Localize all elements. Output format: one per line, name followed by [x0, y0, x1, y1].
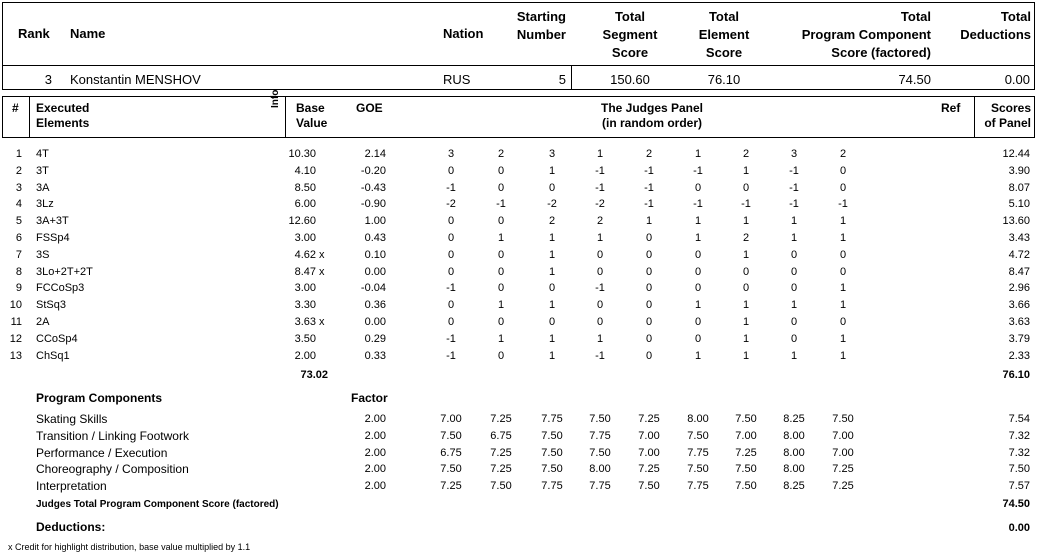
element-panel-score: 12.44: [1002, 148, 1030, 160]
element-judge-score: 1: [839, 282, 847, 295]
element-num: 9: [15, 282, 22, 295]
component-judge-score: 7.50: [589, 413, 611, 425]
element-judge-score: 0: [447, 215, 455, 228]
element-panel-score: 2.96: [1008, 282, 1030, 295]
component-panel-score: 7.50: [1008, 463, 1030, 476]
element-judge-score: 2: [548, 215, 556, 228]
skater-rank: 3: [44, 72, 52, 87]
element-judge-score: 0: [447, 164, 455, 177]
component-judge-score: 8.00: [783, 429, 805, 442]
component-judge-score: 6.75: [490, 429, 512, 442]
deductions-label: Deductions:: [36, 520, 106, 534]
element-judge-score: 3: [790, 148, 798, 160]
component-panel-score: 7.54: [1008, 413, 1030, 425]
element-judge-score: 2: [742, 148, 750, 160]
component-judge-score: 7.25: [490, 463, 512, 476]
component-judge-score: 7.25: [638, 413, 660, 425]
component-factor: 2.00: [364, 429, 386, 442]
component-judge-score: 7.50: [541, 446, 563, 459]
component-judge-score: 7.50: [735, 463, 757, 476]
element-judge-score: -1: [595, 181, 605, 194]
element-name: 3A+3T: [36, 215, 69, 228]
element-judge-score: 1: [596, 148, 604, 160]
element-judge-score: 0: [645, 282, 653, 295]
element-judge-score: 0: [447, 299, 455, 312]
element-judge-score: 0: [742, 181, 750, 194]
element-panel-score: 5.10: [1008, 198, 1030, 211]
element-judge-score: 0: [548, 181, 556, 194]
element-judge-score: 0: [694, 282, 702, 295]
element-panel-score: 3.79: [1008, 332, 1030, 345]
component-name: Interpretation: [36, 479, 107, 494]
skater-nation: RUS: [443, 72, 471, 87]
element-judge-score: 0: [548, 316, 556, 328]
component-judge-score: 8.00: [783, 446, 805, 459]
element-judge-score: 0: [839, 164, 847, 177]
element-judge-score: 0: [447, 265, 455, 278]
col-judges-panel: The Judges Panel (in random order): [600, 101, 704, 130]
component-judge-score: 7.25: [490, 446, 512, 459]
element-judge-score: 1: [742, 248, 750, 261]
element-judge-score: 0: [645, 232, 653, 244]
pcs-total: 74.50: [1002, 498, 1030, 510]
element-judge-score: 1: [790, 349, 798, 362]
element-judge-score: -1: [595, 349, 605, 362]
header-starting-number: Starting Number: [516, 9, 566, 42]
element-judge-score: 0: [447, 248, 455, 261]
element-name: 2A: [36, 316, 50, 328]
component-judge-score: 6.75: [440, 446, 462, 459]
element-name: 3A: [36, 181, 50, 194]
element-judge-score: 1: [839, 215, 847, 228]
component-panel-score: 7.32: [1008, 446, 1030, 459]
element-goe: 0.36: [364, 299, 386, 312]
element-judge-score: -1: [693, 164, 703, 177]
pcs-total-label: Judges Total Program Component Score (factored): [36, 499, 279, 510]
element-judge-score: 0: [694, 332, 702, 345]
element-judge-score: -1: [446, 181, 456, 194]
element-judge-score: 1: [742, 332, 750, 345]
element-panel-score: 4.72: [1008, 248, 1030, 261]
component-factor: 2.00: [364, 480, 386, 493]
element-goe: 0.00: [364, 316, 386, 328]
element-goe: 2.14: [364, 148, 386, 160]
element-bonus-marker: x: [319, 316, 325, 328]
element-judge-score: 1: [548, 299, 556, 312]
element-judge-score: 2: [645, 148, 653, 160]
element-base-value: 3.63: [294, 316, 316, 328]
element-judge-score: 0: [497, 316, 505, 328]
element-judge-score: -1: [789, 181, 799, 194]
component-judge-score: 7.00: [735, 429, 757, 442]
component-judge-score: 7.50: [735, 480, 757, 493]
element-judge-score: 0: [645, 265, 653, 278]
component-judge-score: 8.00: [783, 463, 805, 476]
element-name: 4T: [36, 148, 49, 160]
element-base-value: 8.50: [294, 181, 316, 194]
element-panel-score: 8.07: [1008, 181, 1030, 194]
component-judge-score: 7.25: [735, 446, 757, 459]
element-judge-score: 0: [790, 316, 798, 328]
element-judge-score: 0: [694, 316, 702, 328]
element-goe: -0.43: [360, 181, 386, 194]
element-judge-score: 0: [447, 316, 455, 328]
element-judge-score: 3: [548, 148, 556, 160]
element-judge-score: 1: [742, 349, 750, 362]
component-panel-score: 7.57: [1008, 480, 1030, 493]
element-judge-score: -1: [693, 198, 703, 211]
element-name: 3Lz: [36, 198, 54, 211]
element-judge-score: -1: [595, 282, 605, 295]
element-judge-score: -1: [644, 181, 654, 194]
element-num: 1: [15, 148, 22, 160]
element-judge-score: 3: [447, 148, 455, 160]
element-judge-score: 0: [596, 265, 604, 278]
element-judge-score: 0: [497, 164, 505, 177]
element-bonus-marker: x: [319, 248, 325, 261]
base-value-total: 73.02: [300, 369, 328, 381]
skater-starting-number: 5: [558, 72, 566, 87]
skater-tes: 76.10: [707, 72, 741, 87]
col-base-value: Base Value: [296, 101, 328, 130]
footnote: x Credit for highlight distribution, base value multiplied by 1.1: [8, 542, 251, 552]
element-panel-score: 3.90: [1008, 164, 1030, 177]
col-num: #: [12, 101, 19, 115]
component-judge-score: 7.25: [490, 413, 512, 425]
element-judge-score: 0: [596, 248, 604, 261]
element-judge-score: 0: [742, 265, 750, 278]
element-judge-score: -1: [446, 332, 456, 345]
element-judge-score: 1: [548, 164, 556, 177]
components-factor-header: Factor: [351, 391, 388, 405]
element-num: 7: [15, 248, 22, 261]
component-judge-score: 7.25: [832, 463, 854, 476]
element-judge-score: 1: [694, 215, 702, 228]
element-judge-score: 1: [694, 148, 702, 160]
element-judge-score: 0: [839, 181, 847, 194]
header-rank: Rank: [18, 26, 50, 41]
element-judge-score: 0: [645, 349, 653, 362]
element-goe: 0.43: [364, 232, 386, 244]
element-num: 10: [9, 299, 22, 312]
element-judge-score: -1: [446, 282, 456, 295]
element-judge-score: 0: [790, 332, 798, 345]
element-judge-score: 0: [548, 282, 556, 295]
element-judge-score: 0: [645, 316, 653, 328]
summary-vdivider: [571, 65, 572, 90]
component-factor: 2.00: [364, 413, 386, 425]
elements-score-total: 76.10: [1002, 369, 1030, 381]
component-judge-score: 7.00: [832, 446, 854, 459]
element-judge-score: -2: [446, 198, 456, 211]
element-bonus-marker: x: [319, 265, 325, 278]
element-goe: -0.20: [360, 164, 386, 177]
component-judge-score: 7.50: [832, 413, 854, 425]
element-goe: 0.00: [364, 265, 386, 278]
header-total-element-score: Total Element Score: [698, 9, 750, 60]
element-judge-score: 0: [790, 248, 798, 261]
element-judge-score: -1: [446, 349, 456, 362]
header-nation: Nation: [443, 26, 484, 41]
element-base-value: 4.10: [294, 164, 316, 177]
element-base-value: 3.00: [294, 282, 316, 295]
element-judge-score: 0: [790, 265, 798, 278]
element-judge-score: 0: [645, 332, 653, 345]
deductions-total: 0.00: [1008, 522, 1030, 534]
element-judge-score: 1: [839, 232, 847, 244]
element-judge-score: 1: [548, 265, 556, 278]
element-judge-score: 1: [497, 232, 505, 244]
skater-deductions: 0.00: [1004, 72, 1030, 87]
component-name: Choreography / Composition: [36, 462, 189, 477]
element-base-value: 10.30: [288, 148, 316, 160]
element-judge-score: 0: [497, 215, 505, 228]
element-judge-score: 1: [839, 299, 847, 312]
element-base-value: 2.00: [294, 349, 316, 362]
component-judge-score: 8.00: [687, 413, 709, 425]
skater-tss: 150.60: [610, 72, 650, 87]
element-judge-score: 0: [497, 282, 505, 295]
element-judge-score: 1: [548, 248, 556, 261]
element-panel-score: 3.43: [1008, 232, 1030, 244]
element-judge-score: 1: [694, 349, 702, 362]
component-judge-score: 7.50: [440, 463, 462, 476]
element-judge-score: 1: [790, 299, 798, 312]
element-name: ChSq1: [36, 349, 70, 362]
element-panel-score: 3.63: [1008, 316, 1030, 328]
component-factor: 2.00: [364, 463, 386, 476]
element-judge-score: 1: [694, 299, 702, 312]
element-panel-score: 13.60: [1002, 215, 1030, 228]
element-num: 6: [15, 232, 22, 244]
element-judge-score: -1: [838, 198, 848, 211]
element-judge-score: 2: [497, 148, 505, 160]
element-num: 11: [10, 316, 22, 328]
component-judge-score: 7.50: [735, 413, 757, 425]
component-judge-score: 7.75: [589, 480, 611, 493]
skater-pcs: 74.50: [898, 72, 931, 87]
skater-name: Konstantin MENSHOV: [70, 72, 201, 87]
element-num: 4: [15, 198, 22, 211]
component-judge-score: 8.25: [783, 480, 805, 493]
element-judge-score: 1: [790, 232, 798, 244]
header-total-deductions: Total Deductions: [960, 9, 1031, 42]
component-name: Transition / Linking Footwork: [36, 428, 189, 443]
element-name: 3T: [36, 164, 49, 177]
element-judge-score: 1: [742, 215, 750, 228]
element-name: CCoSp4: [36, 332, 78, 345]
element-judge-score: -1: [789, 198, 799, 211]
component-judge-score: 7.75: [687, 480, 709, 493]
component-name: Skating Skills: [36, 412, 108, 426]
component-judge-score: 7.50: [440, 429, 462, 442]
component-judge-score: 7.00: [638, 429, 660, 442]
col-executed-elements: Executed Elements: [36, 101, 90, 130]
element-judge-score: 1: [645, 215, 653, 228]
element-judge-score: -1: [644, 198, 654, 211]
component-judge-score: 7.00: [638, 446, 660, 459]
col-ref: Ref: [941, 101, 961, 115]
element-judge-score: 1: [548, 232, 556, 244]
element-panel-score: 2.33: [1008, 349, 1030, 362]
element-panel-score: 8.47: [1008, 265, 1030, 278]
element-judge-score: 1: [790, 215, 798, 228]
element-judge-score: 0: [645, 248, 653, 261]
element-judge-score: 1: [497, 332, 505, 345]
element-judge-score: 1: [839, 332, 847, 345]
element-judge-score: 0: [497, 265, 505, 278]
component-judge-score: 7.50: [490, 480, 512, 493]
element-judge-score: 1: [742, 299, 750, 312]
header-total-pcs: Total Program Component Score (factored): [801, 9, 931, 60]
element-judge-score: -1: [496, 198, 506, 211]
element-judge-score: 0: [839, 265, 847, 278]
component-judge-score: 7.50: [589, 446, 611, 459]
col-goe: GOE: [356, 101, 383, 115]
element-name: StSq3: [36, 299, 66, 312]
element-judge-score: -1: [789, 164, 799, 177]
col-info: Info: [270, 89, 281, 108]
element-judge-score: 0: [596, 299, 604, 312]
element-judge-score: 0: [694, 181, 702, 194]
element-judge-score: 0: [790, 282, 798, 295]
element-judge-score: 1: [694, 232, 702, 244]
summary-divider: [2, 65, 1035, 66]
component-judge-score: 7.50: [687, 429, 709, 442]
element-base-value: 12.60: [288, 215, 316, 228]
element-name: 3S: [36, 248, 50, 261]
element-judge-score: 0: [497, 181, 505, 194]
element-base-value: 3.30: [294, 299, 316, 312]
element-num: 12: [9, 332, 22, 345]
element-base-value: 3.00: [294, 232, 316, 244]
element-judge-score: 0: [742, 282, 750, 295]
component-judge-score: 7.00: [832, 429, 854, 442]
component-judge-score: 7.50: [687, 463, 709, 476]
component-judge-score: 7.25: [832, 480, 854, 493]
component-factor: 2.00: [364, 446, 386, 459]
component-judge-score: 8.00: [589, 463, 611, 476]
component-judge-score: 7.75: [687, 446, 709, 459]
component-judge-score: 7.50: [541, 429, 563, 442]
element-name: FCCoSp3: [36, 282, 85, 295]
element-judge-score: 0: [839, 248, 847, 261]
component-panel-score: 7.32: [1008, 429, 1030, 442]
element-num: 2: [15, 164, 22, 177]
element-judge-score: 0: [839, 316, 847, 328]
component-judge-score: 7.25: [440, 480, 462, 493]
element-goe: 0.10: [364, 248, 386, 261]
element-judge-score: 0: [694, 265, 702, 278]
element-name: 3Lo+2T+2T: [36, 265, 93, 278]
element-num: 8: [15, 265, 22, 278]
element-num: 3: [15, 181, 22, 194]
components-title: Program Components: [36, 391, 163, 405]
element-goe: -0.04: [360, 282, 386, 295]
element-judge-score: 0: [447, 232, 455, 244]
element-judge-score: -1: [741, 198, 751, 211]
element-judge-score: 1: [742, 164, 750, 177]
component-judge-score: 7.75: [541, 413, 563, 425]
element-judge-score: 1: [596, 332, 604, 345]
element-goe: 1.00: [364, 215, 386, 228]
component-judge-score: 7.00: [440, 413, 462, 425]
header-total-segment-score: Total Segment Score: [602, 9, 658, 60]
element-judge-score: 0: [497, 349, 505, 362]
component-judge-score: 7.75: [541, 480, 563, 493]
header-name: Name: [70, 26, 106, 41]
element-judge-score: 1: [548, 349, 556, 362]
element-goe: -0.90: [360, 198, 386, 211]
element-goe: 0.29: [364, 332, 386, 345]
element-panel-score: 3.66: [1008, 299, 1030, 312]
element-judge-score: -1: [644, 164, 654, 177]
element-judge-score: 0: [596, 316, 604, 328]
component-judge-score: 8.25: [783, 413, 805, 425]
element-judge-score: -2: [595, 198, 605, 211]
component-judge-score: 7.25: [638, 463, 660, 476]
element-judge-score: 0: [497, 248, 505, 261]
component-judge-score: 7.50: [541, 463, 563, 476]
element-judge-score: 1: [742, 316, 750, 328]
element-name: FSSp4: [36, 232, 70, 244]
col-scores-of-panel: Scores of Panel: [984, 101, 1031, 130]
component-judge-score: 7.75: [589, 429, 611, 442]
element-base-value: 3.50: [294, 332, 316, 345]
element-judge-score: -2: [547, 198, 557, 211]
element-num: 13: [9, 349, 22, 362]
element-base-value: 8.47: [294, 265, 316, 278]
element-judge-score: 0: [645, 299, 653, 312]
component-judge-score: 7.50: [638, 480, 660, 493]
element-judge-score: -1: [595, 164, 605, 177]
element-judge-score: 1: [596, 232, 604, 244]
element-judge-score: 1: [548, 332, 556, 345]
element-judge-score: 1: [497, 299, 505, 312]
elements-header-box: [2, 96, 1035, 138]
component-name: Performance / Execution: [36, 445, 168, 460]
element-judge-score: 2: [839, 148, 847, 160]
element-base-value: 6.00: [294, 198, 316, 211]
element-base-value: 4.62: [294, 248, 316, 261]
element-judge-score: 2: [742, 232, 750, 244]
element-goe: 0.33: [364, 349, 386, 362]
element-judge-score: 1: [839, 349, 847, 362]
element-judge-score: 0: [694, 248, 702, 261]
element-judge-score: 2: [596, 215, 604, 228]
element-num: 5: [15, 215, 22, 228]
